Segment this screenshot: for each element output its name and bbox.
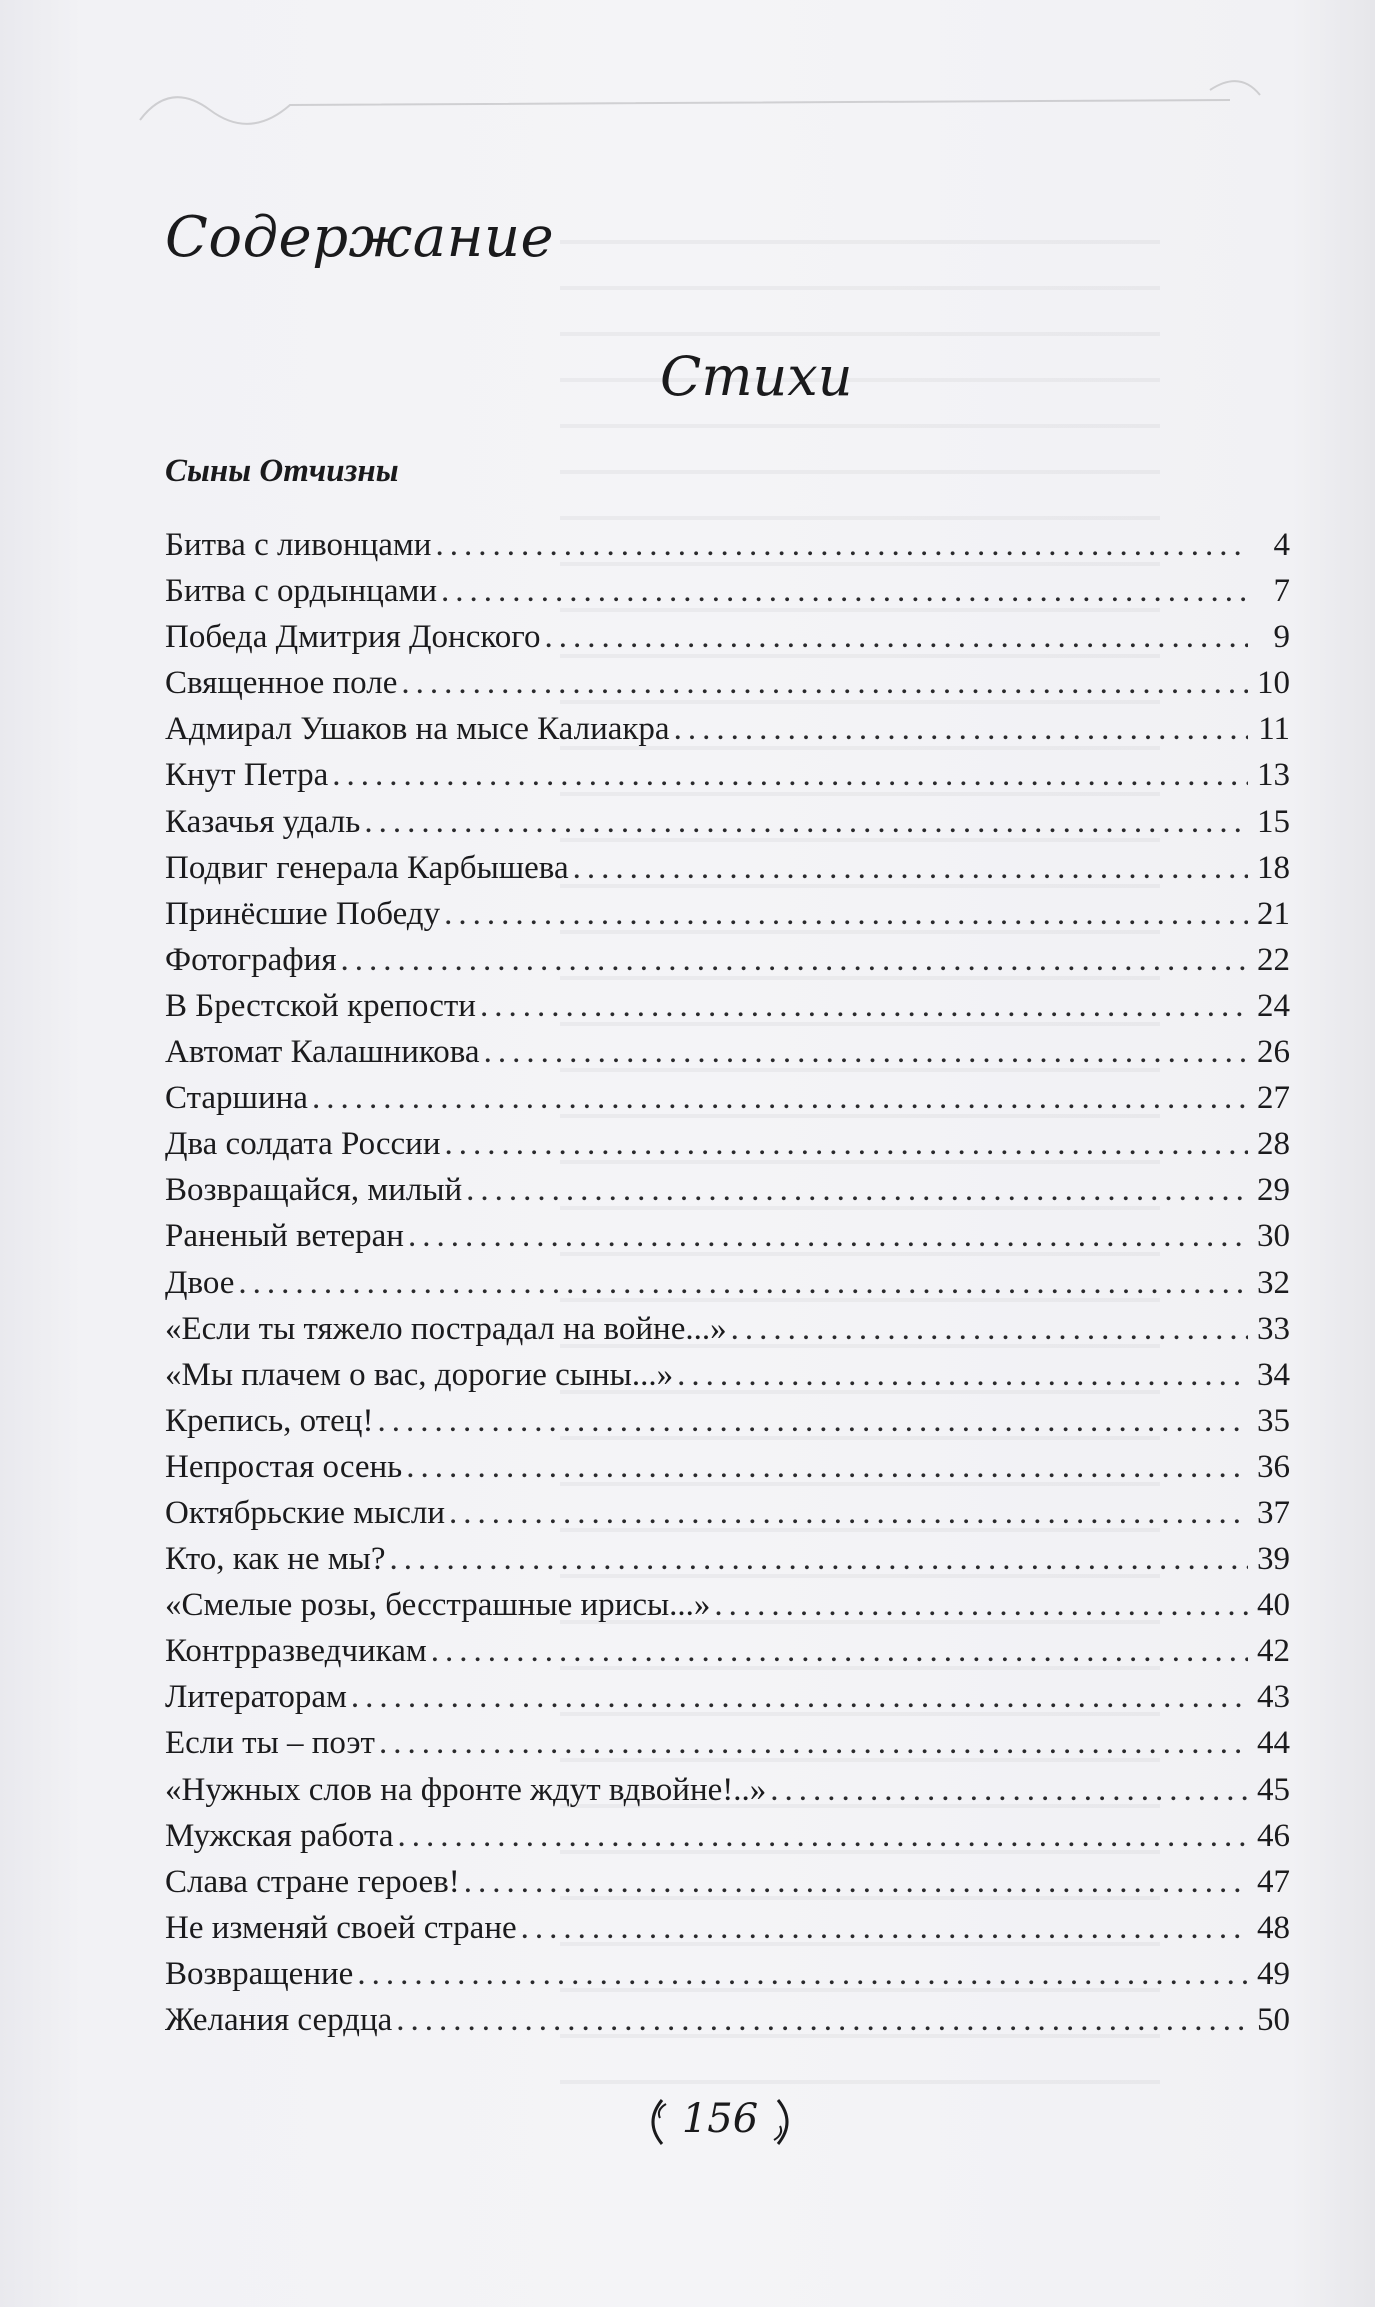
toc-dot-leader <box>445 1121 1248 1167</box>
toc-entry <box>165 1213 1290 1259</box>
toc-entry-title: Битва с ливонцами <box>165 527 432 563</box>
toc-entry <box>165 1813 1290 1859</box>
toc-entry-title: «Мы плачем о вас, дорогие сыны...» <box>165 1356 674 1393</box>
toc-dot-leader <box>521 1905 1248 1951</box>
toc-entry <box>165 660 1290 706</box>
toc-entry-title: Фотография <box>165 941 337 978</box>
toc-entry-title: Не изменяй своей стране <box>165 1909 517 1946</box>
toc-dot-leader <box>431 1628 1248 1674</box>
toc-entry-title: Адмирал Ушаков на мысе Калиакра <box>165 711 670 748</box>
toc-entry-page: 34 <box>1257 1356 1290 1393</box>
toc-entry <box>165 1628 1290 1674</box>
toc-entry <box>165 1306 1290 1352</box>
toc-entry-title: Два солдата России <box>165 1126 441 1163</box>
toc-dot-leader <box>484 1029 1248 1075</box>
toc-entry-title: Битва с ордынцами <box>165 573 438 610</box>
toc-entry-title: «Смелые розы, бесстрашные ирисы...» <box>165 1587 711 1624</box>
toc-entry-title: В Брестской крепости <box>165 987 476 1024</box>
toc-entry <box>165 1536 1290 1582</box>
table-of-contents <box>165 522 1290 2043</box>
toc-dot-leader <box>406 1444 1248 1490</box>
toc-entry-title: Литераторам <box>165 1679 347 1716</box>
toc-entry <box>165 1674 1290 1720</box>
toc-dot-leader <box>731 1306 1248 1352</box>
toc-entry-page: 32 <box>1257 1264 1290 1301</box>
toc-entry-page: 28 <box>1257 1126 1290 1163</box>
toc-dot-leader <box>396 1997 1248 2043</box>
toc-entry-title: Возвращение <box>165 1955 354 1992</box>
toc-entry-page: 45 <box>1257 1771 1290 1808</box>
section-heading: Сыны Отчизны <box>165 453 399 489</box>
toc-entry-page: 29 <box>1257 1172 1290 1209</box>
toc-entry <box>165 1444 1290 1490</box>
toc-entry-page: 26 <box>1257 1034 1290 1071</box>
toc-dot-leader <box>398 1813 1248 1859</box>
toc-entry-page: 24 <box>1257 987 1290 1024</box>
toc-entry <box>165 891 1290 937</box>
toc-entry-page: 44 <box>1257 1725 1290 1762</box>
page-number-footer <box>640 2092 800 2152</box>
toc-entry <box>165 1167 1290 1213</box>
toc-dot-leader <box>435 522 1248 568</box>
toc-dot-leader <box>238 1260 1248 1306</box>
toc-entry-page: 50 <box>1257 2002 1290 2038</box>
toc-entry-title: Победа Дмитрия Донского <box>165 619 541 656</box>
toc-entry-title: Кто, как не мы? <box>165 1541 386 1578</box>
toc-entry <box>165 937 1290 983</box>
toc-entry <box>165 522 1290 568</box>
toc-entry <box>165 568 1290 614</box>
page-number: 156 <box>681 2096 759 2142</box>
toc-entry-page: 43 <box>1257 1679 1290 1716</box>
toc-entry-page: 15 <box>1257 803 1290 840</box>
toc-dot-leader <box>444 891 1248 937</box>
toc-entry <box>165 1121 1290 1167</box>
toc-dot-leader <box>341 937 1248 983</box>
toc-entry-title: Старшина <box>165 1080 308 1117</box>
toc-dot-leader <box>573 845 1248 891</box>
toc-entry-title: Раненый ветеран <box>165 1218 404 1255</box>
toc-entry-title: Возвращайся, милый <box>165 1172 463 1209</box>
toc-entry <box>165 614 1290 660</box>
toc-entry-title: Крепись, отец! <box>165 1402 374 1439</box>
toc-entry <box>165 1075 1290 1121</box>
toc-dot-leader <box>364 799 1248 845</box>
toc-entry-page: 18 <box>1257 849 1290 886</box>
toc-entry <box>165 1859 1290 1905</box>
toc-dot-leader <box>770 1767 1248 1813</box>
toc-dot-leader <box>714 1582 1248 1628</box>
toc-entry-page: 46 <box>1257 1817 1290 1854</box>
toc-dot-leader <box>674 706 1248 752</box>
toc-entry <box>165 1352 1290 1398</box>
toc-entry <box>165 1951 1290 1997</box>
toc-entry-title: Священное поле <box>165 665 398 702</box>
toc-entry-title: «Нужных слов на фронте ждут вдвойне!..» <box>165 1771 767 1808</box>
toc-entry-title: Октябрьские мысли <box>165 1494 446 1531</box>
toc-entry-page: 48 <box>1257 1909 1290 1946</box>
toc-entry-page: 30 <box>1257 1218 1290 1255</box>
toc-entry-title: Непростая осень <box>165 1448 403 1485</box>
toc-dot-leader <box>379 1720 1248 1766</box>
toc-dot-leader <box>466 1167 1248 1213</box>
toc-entry-page: 11 <box>1258 711 1290 748</box>
toc-entry-page: 36 <box>1257 1448 1290 1485</box>
toc-entry <box>165 1582 1290 1628</box>
toc-entry <box>165 1260 1290 1306</box>
toc-entry-title: Кнут Петра <box>165 757 329 794</box>
toc-entry-page: 7 <box>1273 573 1290 610</box>
toc-entry-title: Подвиг генерала Карбышева <box>165 849 569 886</box>
toc-entry <box>165 1767 1290 1813</box>
toc-entry <box>165 799 1290 845</box>
toc-entry <box>165 983 1290 1029</box>
toc-entry-title: «Если ты тяжело пострадал на войне...» <box>165 1310 727 1347</box>
toc-dot-leader <box>377 1398 1248 1444</box>
toc-entry <box>165 706 1290 752</box>
toc-dot-leader <box>312 1075 1248 1121</box>
toc-entry <box>165 1029 1290 1075</box>
toc-dot-leader <box>464 1859 1248 1905</box>
toc-entry-page: 42 <box>1257 1633 1290 1670</box>
toc-dot-leader <box>357 1951 1248 1997</box>
toc-dot-leader <box>332 752 1248 798</box>
section-group-title: Стихи <box>660 345 853 408</box>
toc-entry-page: 33 <box>1257 1310 1290 1347</box>
header-ornament-icon <box>130 60 1270 140</box>
toc-entry-page: 39 <box>1257 1541 1290 1578</box>
toc-entry-title: Контрразведчикам <box>165 1633 427 1670</box>
toc-entry-page: 40 <box>1257 1587 1290 1624</box>
toc-dot-leader <box>480 983 1248 1029</box>
toc-entry <box>165 1905 1290 1951</box>
toc-entry-page: 35 <box>1257 1402 1290 1439</box>
toc-entry-page: 47 <box>1257 1863 1290 1900</box>
toc-dot-leader <box>449 1490 1248 1536</box>
toc-dot-leader <box>441 568 1248 614</box>
toc-entry-title: Если ты – поэт <box>165 1725 375 1762</box>
toc-entry <box>165 1720 1290 1766</box>
toc-entry-page: 13 <box>1257 757 1290 794</box>
toc-entry-page: 49 <box>1257 1955 1290 1992</box>
page-title: Содержание <box>165 205 555 270</box>
toc-entry-title: Слава стране героев! <box>165 1863 460 1900</box>
toc-entry <box>165 1398 1290 1444</box>
toc-entry <box>165 845 1290 891</box>
toc-entry-title: Двое <box>165 1264 235 1301</box>
toc-dot-leader <box>389 1536 1248 1582</box>
toc-entry-page: 22 <box>1257 941 1290 978</box>
toc-entry-page: 9 <box>1273 619 1290 656</box>
toc-entry-page: 10 <box>1257 665 1290 702</box>
toc-entry-title: Автомат Калашникова <box>165 1034 480 1071</box>
toc-entry-page: 4 <box>1273 527 1290 563</box>
toc-entry-title: Принёсшие Победу <box>165 895 441 932</box>
toc-entry-title: Мужская работа <box>165 1817 394 1854</box>
toc-entry-title: Казачья удаль <box>165 803 361 840</box>
toc-dot-leader <box>401 660 1248 706</box>
toc-dot-leader <box>408 1213 1248 1259</box>
toc-dot-leader <box>677 1352 1248 1398</box>
toc-dot-leader <box>544 614 1248 660</box>
toc-entry-title: Желания сердца <box>165 2002 393 2038</box>
toc-entry-page: 27 <box>1257 1080 1290 1117</box>
toc-entry <box>165 1997 1290 2043</box>
toc-entry <box>165 1490 1290 1536</box>
toc-entry-page: 37 <box>1257 1494 1290 1531</box>
toc-entry-page: 21 <box>1257 895 1290 932</box>
toc-dot-leader <box>351 1674 1248 1720</box>
toc-entry <box>165 752 1290 798</box>
